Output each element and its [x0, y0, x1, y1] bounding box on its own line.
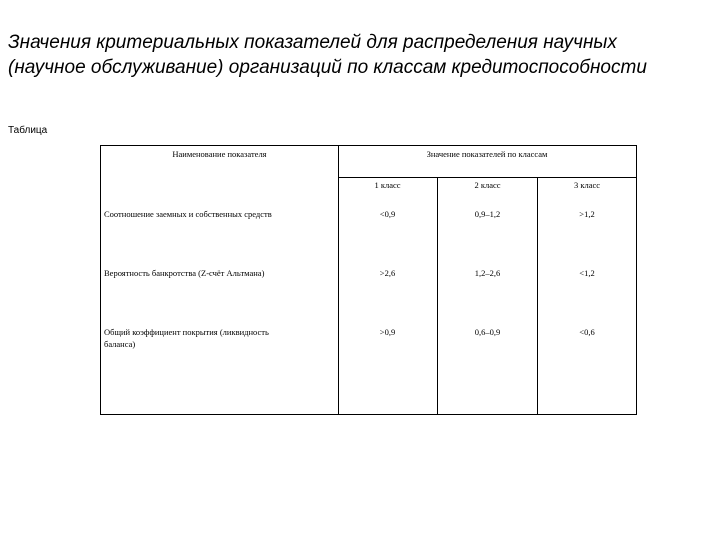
header-indicator: Наименование показателя: [172, 149, 267, 159]
table-cell: 1,2–2,6: [474, 268, 501, 278]
title-line-1: Значения критериальных показателей для распределения научных: [8, 32, 617, 53]
table-cell: <0,9: [379, 209, 396, 219]
table-cell: 0,9–1,2: [474, 209, 501, 219]
table-cell: >0,9: [379, 327, 396, 337]
table-cell: <1,2: [579, 268, 595, 278]
table-cell: >1,2: [579, 209, 595, 219]
criteria-table: [100, 145, 637, 415]
table-label: Таблица: [8, 125, 48, 136]
header-values: Значение показателей по классам: [426, 149, 548, 159]
table-cell: >2,6: [379, 268, 396, 278]
title-line-2: (научное обслуживание) организаций по классам кредитоспособности: [8, 57, 647, 78]
table-cell: <0,6: [579, 327, 595, 337]
table-row-name-continued: баланса): [104, 339, 136, 349]
table-row-name: Общий коэффициент покрытия (ликвидность: [104, 327, 269, 337]
table-row-name: Вероятность банкротства (Z-счёт Альтмана): [104, 268, 265, 278]
page-title: [8, 30, 713, 80]
row-divider: [338, 177, 636, 178]
table-cell: 0,6–0,9: [474, 327, 501, 337]
table-row-name: Соотношение заемных и собственных средств: [104, 209, 272, 219]
class-header-1: 1 класс: [374, 180, 401, 190]
class-header-2: 2 класс: [474, 180, 501, 190]
class-header-3: 3 класс: [573, 180, 601, 190]
